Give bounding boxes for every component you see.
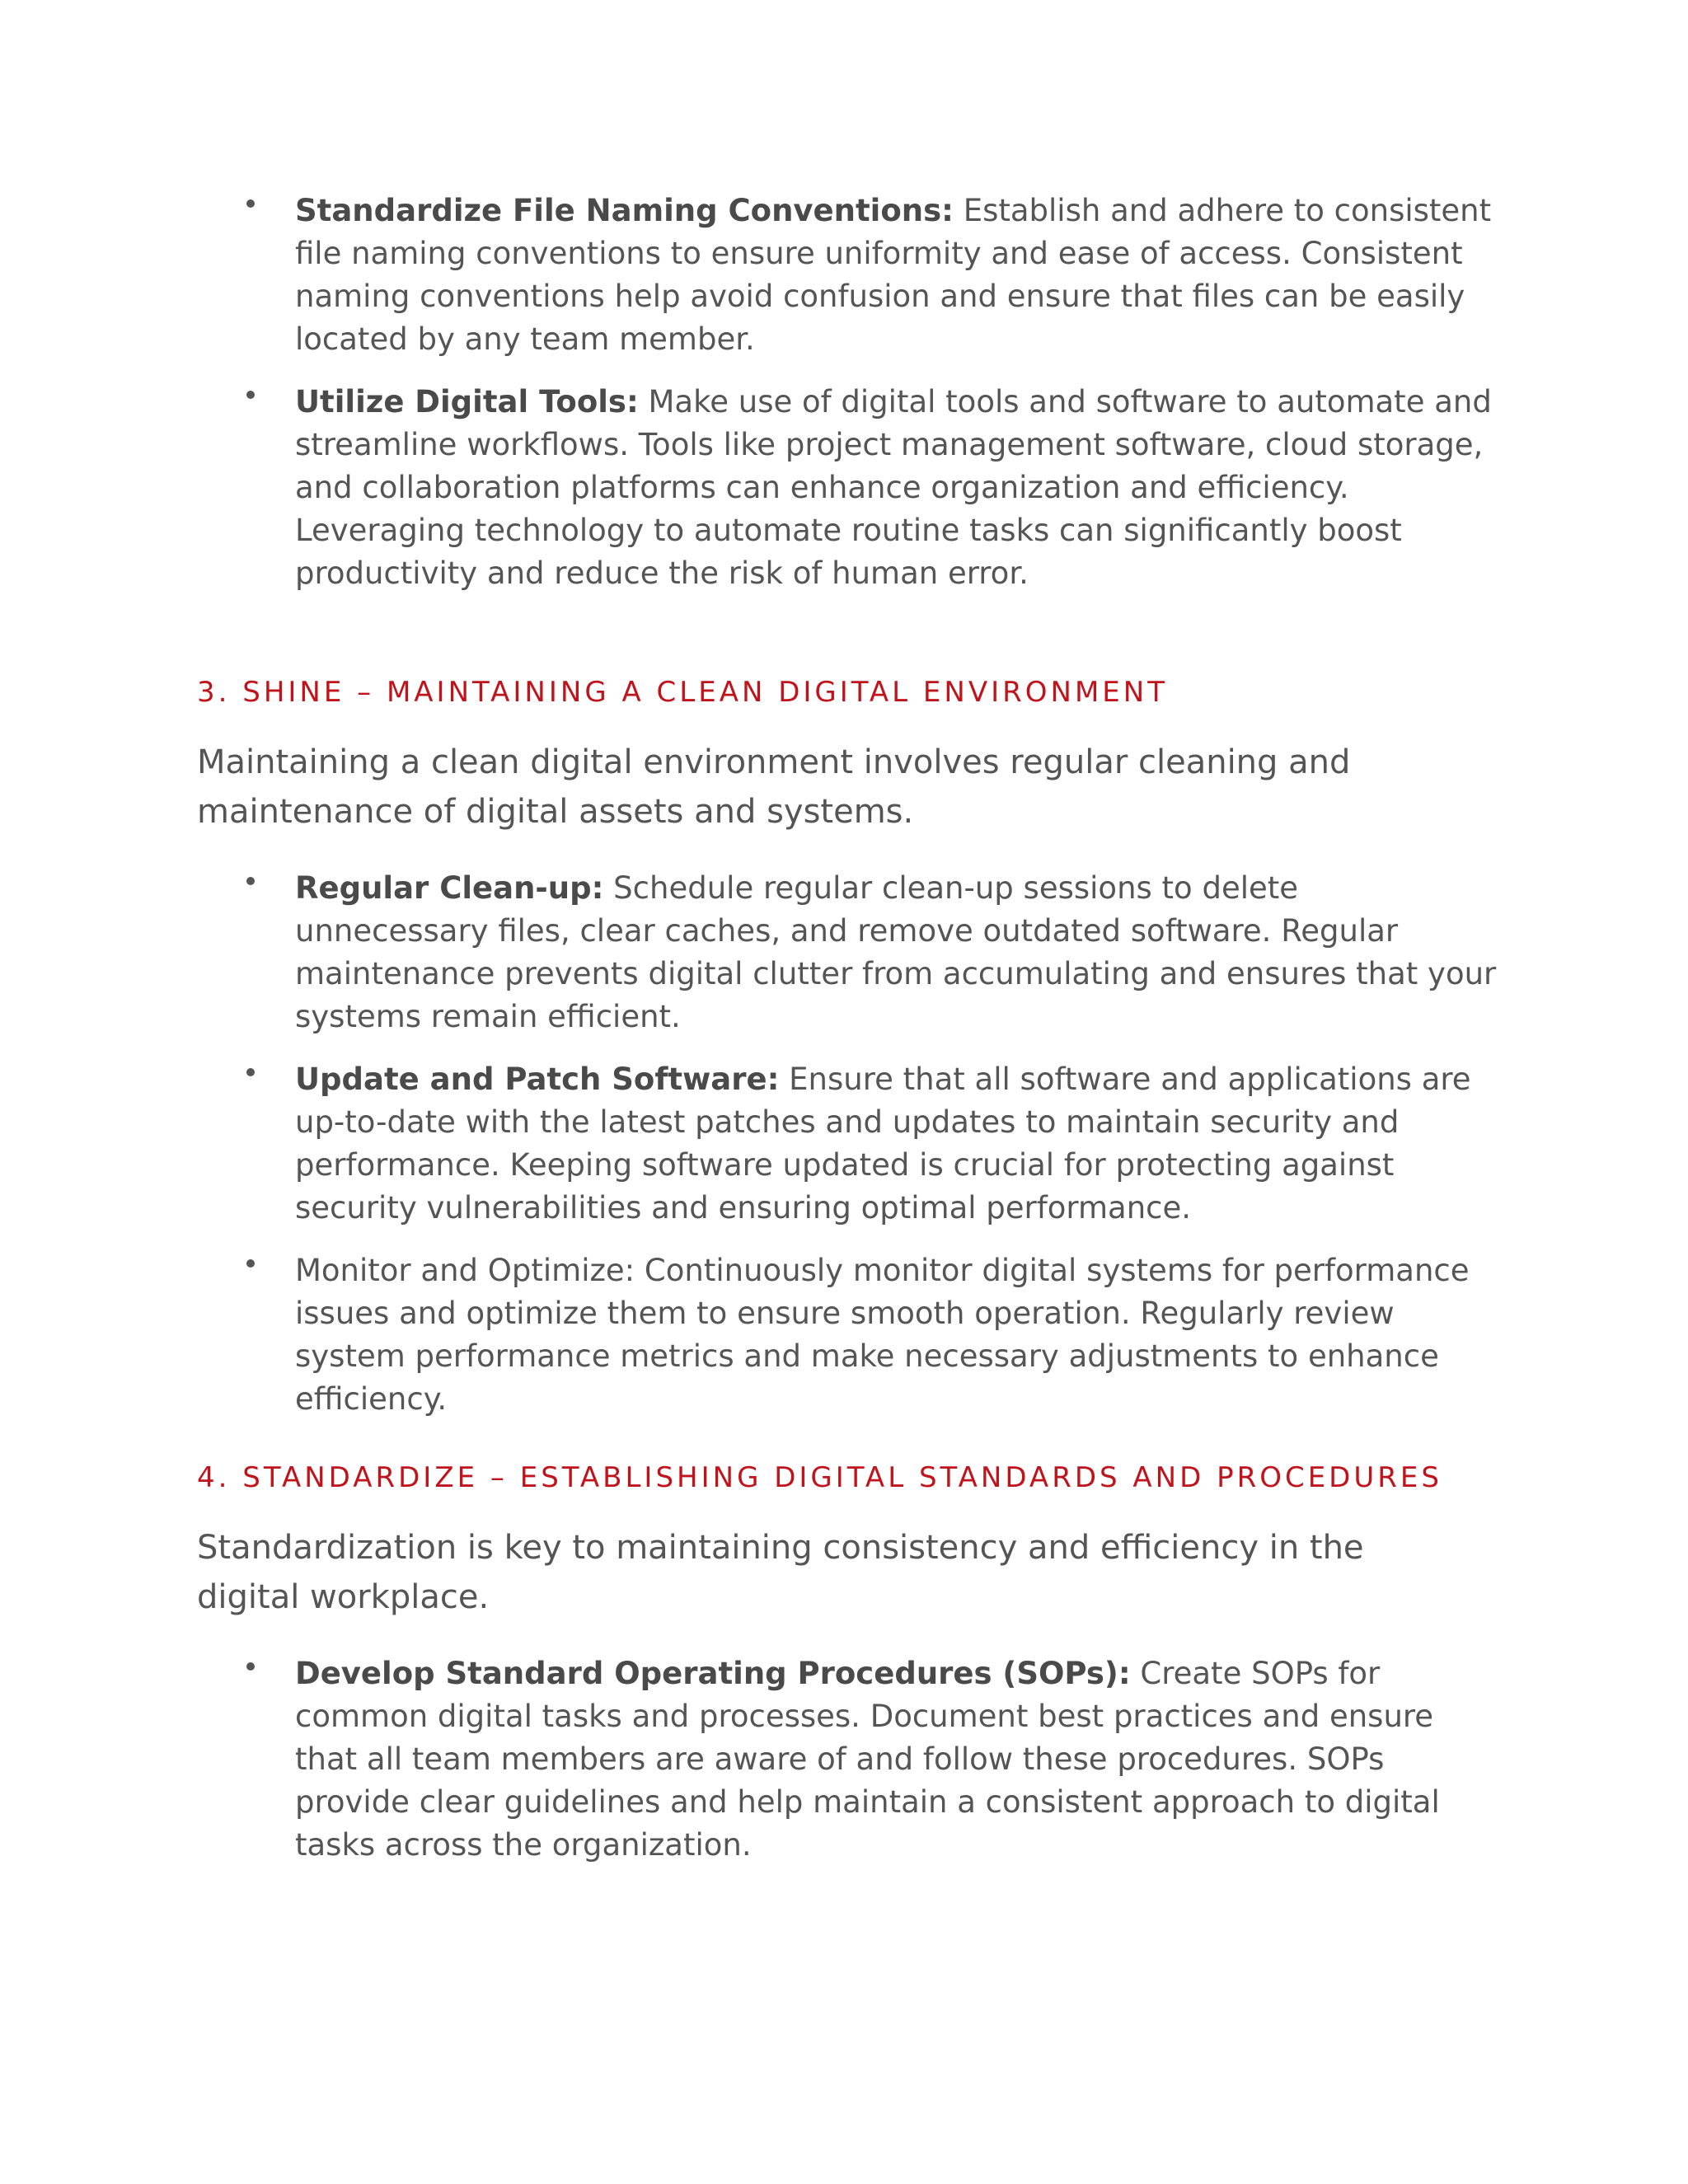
list-item-text: Ensure that all software and applications are up-to-date with the latest patches and updates to maintain security and performance. Keeping software updated is crucial for protecting against security vulnerabilities and ensuring optimal performance. xyxy=(295,1062,1471,1226)
bullet-list-shine xyxy=(197,867,1499,1441)
bullet-icon xyxy=(246,391,255,399)
section-heading-shine: 3. SHINE – MAINTAINING A CLEAN DIGITAL ENVIRONMENT xyxy=(197,676,1168,709)
list-item-text: Establish and adhere to consistent file naming conventions to ensure uniformity and ease of access. Consistent naming conventions help avoid confusion and ensure that files can be easily located by any team member. xyxy=(295,193,1492,357)
list-item-term: Develop Standard Operating Procedures (SOPs): xyxy=(295,1656,1131,1691)
bullet-icon xyxy=(246,1662,255,1671)
list-item-term: Utilize Digital Tools: xyxy=(295,384,639,419)
list-item xyxy=(197,190,1499,361)
list-item xyxy=(197,381,1499,595)
list-item-term: Standardize File Naming Conventions: xyxy=(295,193,954,228)
list-item-text: Monitor and Optimize: Continuously monitor digital systems for performance issues and optimize them to ensure smooth operation. Regularly review system performance metrics and make necessary adjustments to enhance efficiency. xyxy=(295,1253,1470,1417)
bullet-icon xyxy=(246,877,255,885)
section-heading-standardize: 4. STANDARDIZE – ESTABLISHING DIGITAL STANDARDS AND PROCEDURES xyxy=(197,1461,1442,1494)
list-item-term: Update and Patch Software: xyxy=(295,1062,780,1097)
list-item xyxy=(197,1652,1499,1867)
section-intro-shine: Maintaining a clean digital environment involves regular cleaning and maintenance of digital assets and systems. xyxy=(197,743,1351,831)
list-item xyxy=(197,1249,1499,1421)
bullet-list-organize xyxy=(197,190,1499,615)
list-item-term: Regular Clean-up: xyxy=(295,870,604,906)
bullet-list-standardize xyxy=(197,1652,1499,1886)
list-item-text: Create SOPs for common digital tasks and processes. Document best practices and ensure that all team members are aware of and follow these procedures. SOPs provide clear guidelines and help maintain a consistent approach to digital tasks across the organization. xyxy=(295,1656,1440,1863)
list-item xyxy=(197,1058,1499,1230)
list-item-text: Make use of digital tools and software to automate and streamline workflows. Tools like project management software, cloud storage, and collaboration platforms can enhance organization and efficiency. Leveraging technology to automate routine tasks can significantly boost productivity and reduce the risk of human error. xyxy=(295,384,1492,591)
bullet-icon xyxy=(246,199,255,208)
bullet-icon xyxy=(246,1068,255,1076)
list-item-text: Schedule regular clean-up sessions to delete unnecessary files, clear caches, and remove outdated software. Regular maintenance prevents digital clutter from accumulating and ensures that your systems remain efficient. xyxy=(295,870,1497,1034)
section-intro-standardize: Standardization is key to maintaining consistency and efficiency in the digital workplace. xyxy=(197,1529,1364,1616)
list-item xyxy=(197,867,1499,1038)
bullet-icon xyxy=(246,1259,255,1268)
